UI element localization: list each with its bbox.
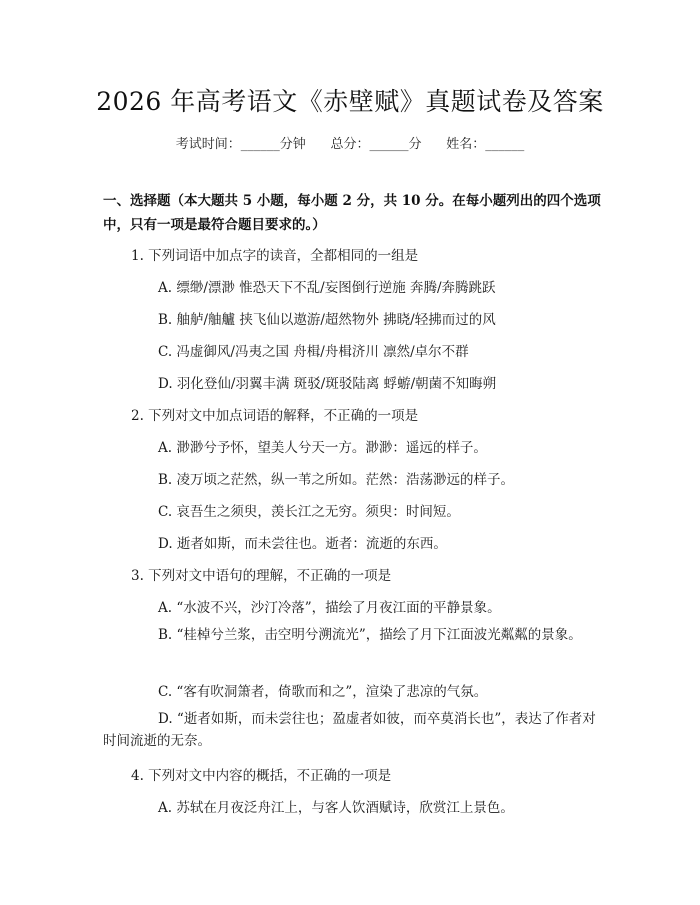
option-c: C. 哀吾生之须臾，羡长江之无穷。须臾：时间短。 xyxy=(158,504,460,520)
option-c: C. 冯虚御风/冯夷之国 舟楫/舟楫济川 凛然/卓尔不群 xyxy=(158,344,469,360)
option-b: B. 凌万顷之茫然，纵一苇之所如。茫然：浩荡渺远的样子。 xyxy=(158,472,515,488)
section-heading: 一、选择题（本大题共 5 小题，每小题 2 分，共 10 分。在每小题列出的四个选项中，只有一项是最符合题目要求的。） xyxy=(103,193,601,233)
question-stem: 3. 下列对文中语句的理解，不正确的一项是 xyxy=(131,568,392,584)
option-b: B. 舳舻/舳艫 挟飞仙以遨游/超然物外 拂晓/轻拂而过的风 xyxy=(158,312,496,328)
option-d: D. 逝者如斯，而未尝往也。逝者：流逝的东西。 xyxy=(158,536,447,552)
option-d: D. “逝者如斯，而未尝往也；盈虚者如彼，而卒莫消长也”，表达了作者对时间流逝的无奈。 xyxy=(103,711,596,749)
option-a: A. 苏轼在月夜泛舟江上，与客人饮酒赋诗，欣赏江上景色。 xyxy=(158,800,514,816)
option-a: A. “水波不兴，沙汀冷落”，描绘了月夜江面的平静景象。 xyxy=(158,600,501,616)
option-d: D. 羽化登仙/羽翼丰满 斑驳/斑驳陆离 蜉蝣/朝菌不知晦朔 xyxy=(158,376,497,392)
option-a: A. 缥缈/漂渺 惟恐天下不乱/妄图倒行逆施 奔腾/奔腾跳跃 xyxy=(158,280,496,296)
option-a: A. 渺渺兮予怀，望美人兮天一方。渺渺：遥远的样子。 xyxy=(158,440,487,456)
question-stem: 2. 下列对文中加点词语的解释，不正确的一项是 xyxy=(131,408,419,424)
question-stem: 4. 下列对文中内容的概括，不正确的一项是 xyxy=(131,768,392,784)
exam-info-line: 考试时间：______分钟 总分：______分 姓名：______ xyxy=(175,137,525,152)
page-title: 2026 年高考语文《赤壁赋》真题试卷及答案 xyxy=(96,87,604,116)
option-b: B. “桂棹兮兰浆，击空明兮溯流光”，描绘了月下江面波光粼粼的景象。 xyxy=(158,627,582,643)
question-stem: 1. 下列词语中加点字的读音，全都相同的一组是 xyxy=(131,248,419,264)
option-c: C. “客有吹洞箫者，倚歌而和之”，渲染了悲凉的气氛。 xyxy=(158,684,488,700)
